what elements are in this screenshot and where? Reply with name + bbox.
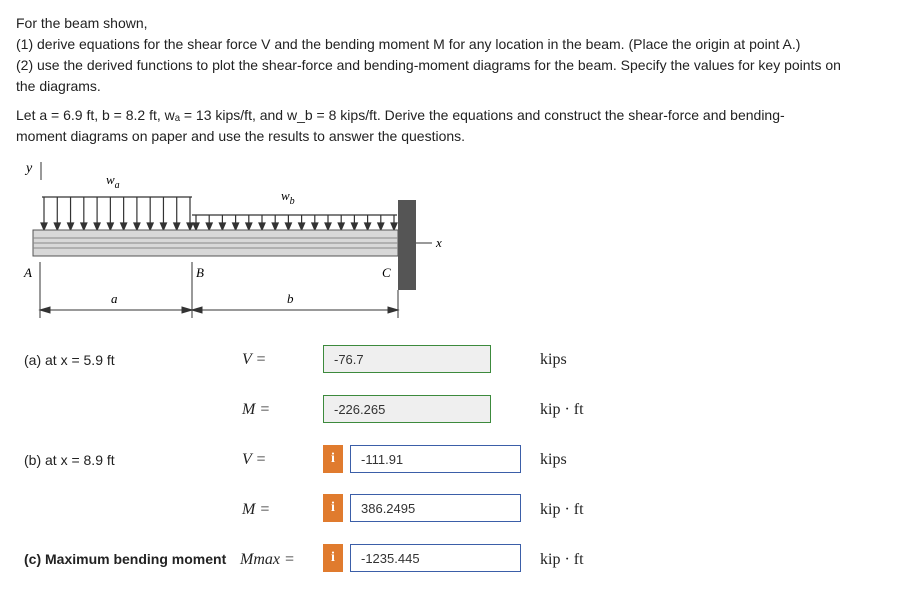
problem-line-2: (1) derive equations for the shear force V and the bending moment M for any location in the beam. (Place the origin at point A.) [16, 36, 801, 52]
question-a-m-eq: M = [242, 401, 271, 418]
answer-a-v-unit: kips [540, 351, 567, 368]
point-c-label: C [382, 265, 391, 280]
problem-line-4: the diagrams. [16, 78, 101, 94]
answer-a-m-unit: kip · ft [540, 401, 584, 418]
info-icon[interactable]: i [323, 544, 343, 572]
axis-y-label: y [26, 161, 33, 176]
question-b-m-eq: M = [242, 501, 271, 518]
dim-a-label: a [111, 291, 118, 306]
dimension-lines [40, 307, 398, 313]
answer-b-v-unit: kips [540, 451, 567, 468]
answer-c-mmax-input[interactable]: -1235.445 [350, 544, 521, 572]
question-c-mmax-eq: Mmax = [240, 551, 295, 568]
problem-line-6: moment diagrams on paper and use the results to answer the questions. [16, 128, 466, 144]
question-b-v-eq: V = [242, 451, 267, 468]
answer-b-m-unit: kip · ft [540, 501, 584, 518]
beam-figure [0, 150, 470, 330]
fixed-wall [398, 200, 416, 290]
info-icon[interactable]: i [323, 494, 343, 522]
answer-b-m-input[interactable]: 386.2495 [350, 494, 521, 522]
answer-b-v-input[interactable]: -111.91 [350, 445, 521, 473]
dim-b-label: b [287, 291, 294, 306]
load-a-label: $w_a$ [106, 172, 120, 191]
answer-a-v-field[interactable]: -76.7 [323, 345, 491, 373]
info-icon[interactable]: i [323, 445, 343, 473]
problem-line-3: (2) use the derived functions to plot the shear-force and bending-moment diagrams for the beam. Specify the values for key points on [16, 57, 841, 73]
question-c-label: (c) Maximum bending moment [24, 551, 227, 567]
load-b-label: $w_b$ [281, 188, 295, 207]
point-a-label: A [24, 265, 32, 280]
problem-line-5: Let a = 6.9 ft, b = 8.2 ft, wₐ = 13 kips/ft, and w_b = 8 kips/ft. Derive the equations and construct the shear-force and bending- [16, 107, 785, 123]
answer-c-mmax-unit: kip · ft [540, 551, 584, 568]
axis-x-label: x [436, 235, 442, 250]
answer-a-m-field[interactable]: -226.265 [323, 395, 491, 423]
point-b-label: B [196, 265, 204, 280]
question-a-v-eq: V = [242, 351, 267, 368]
question-b-label: (b) at x = 8.9 ft [24, 452, 115, 468]
problem-line-1: For the beam shown, [16, 15, 148, 31]
question-a-label: (a) at x = 5.9 ft [24, 352, 115, 368]
load-wa-arrows [41, 197, 193, 230]
load-wb-arrows [192, 215, 397, 230]
